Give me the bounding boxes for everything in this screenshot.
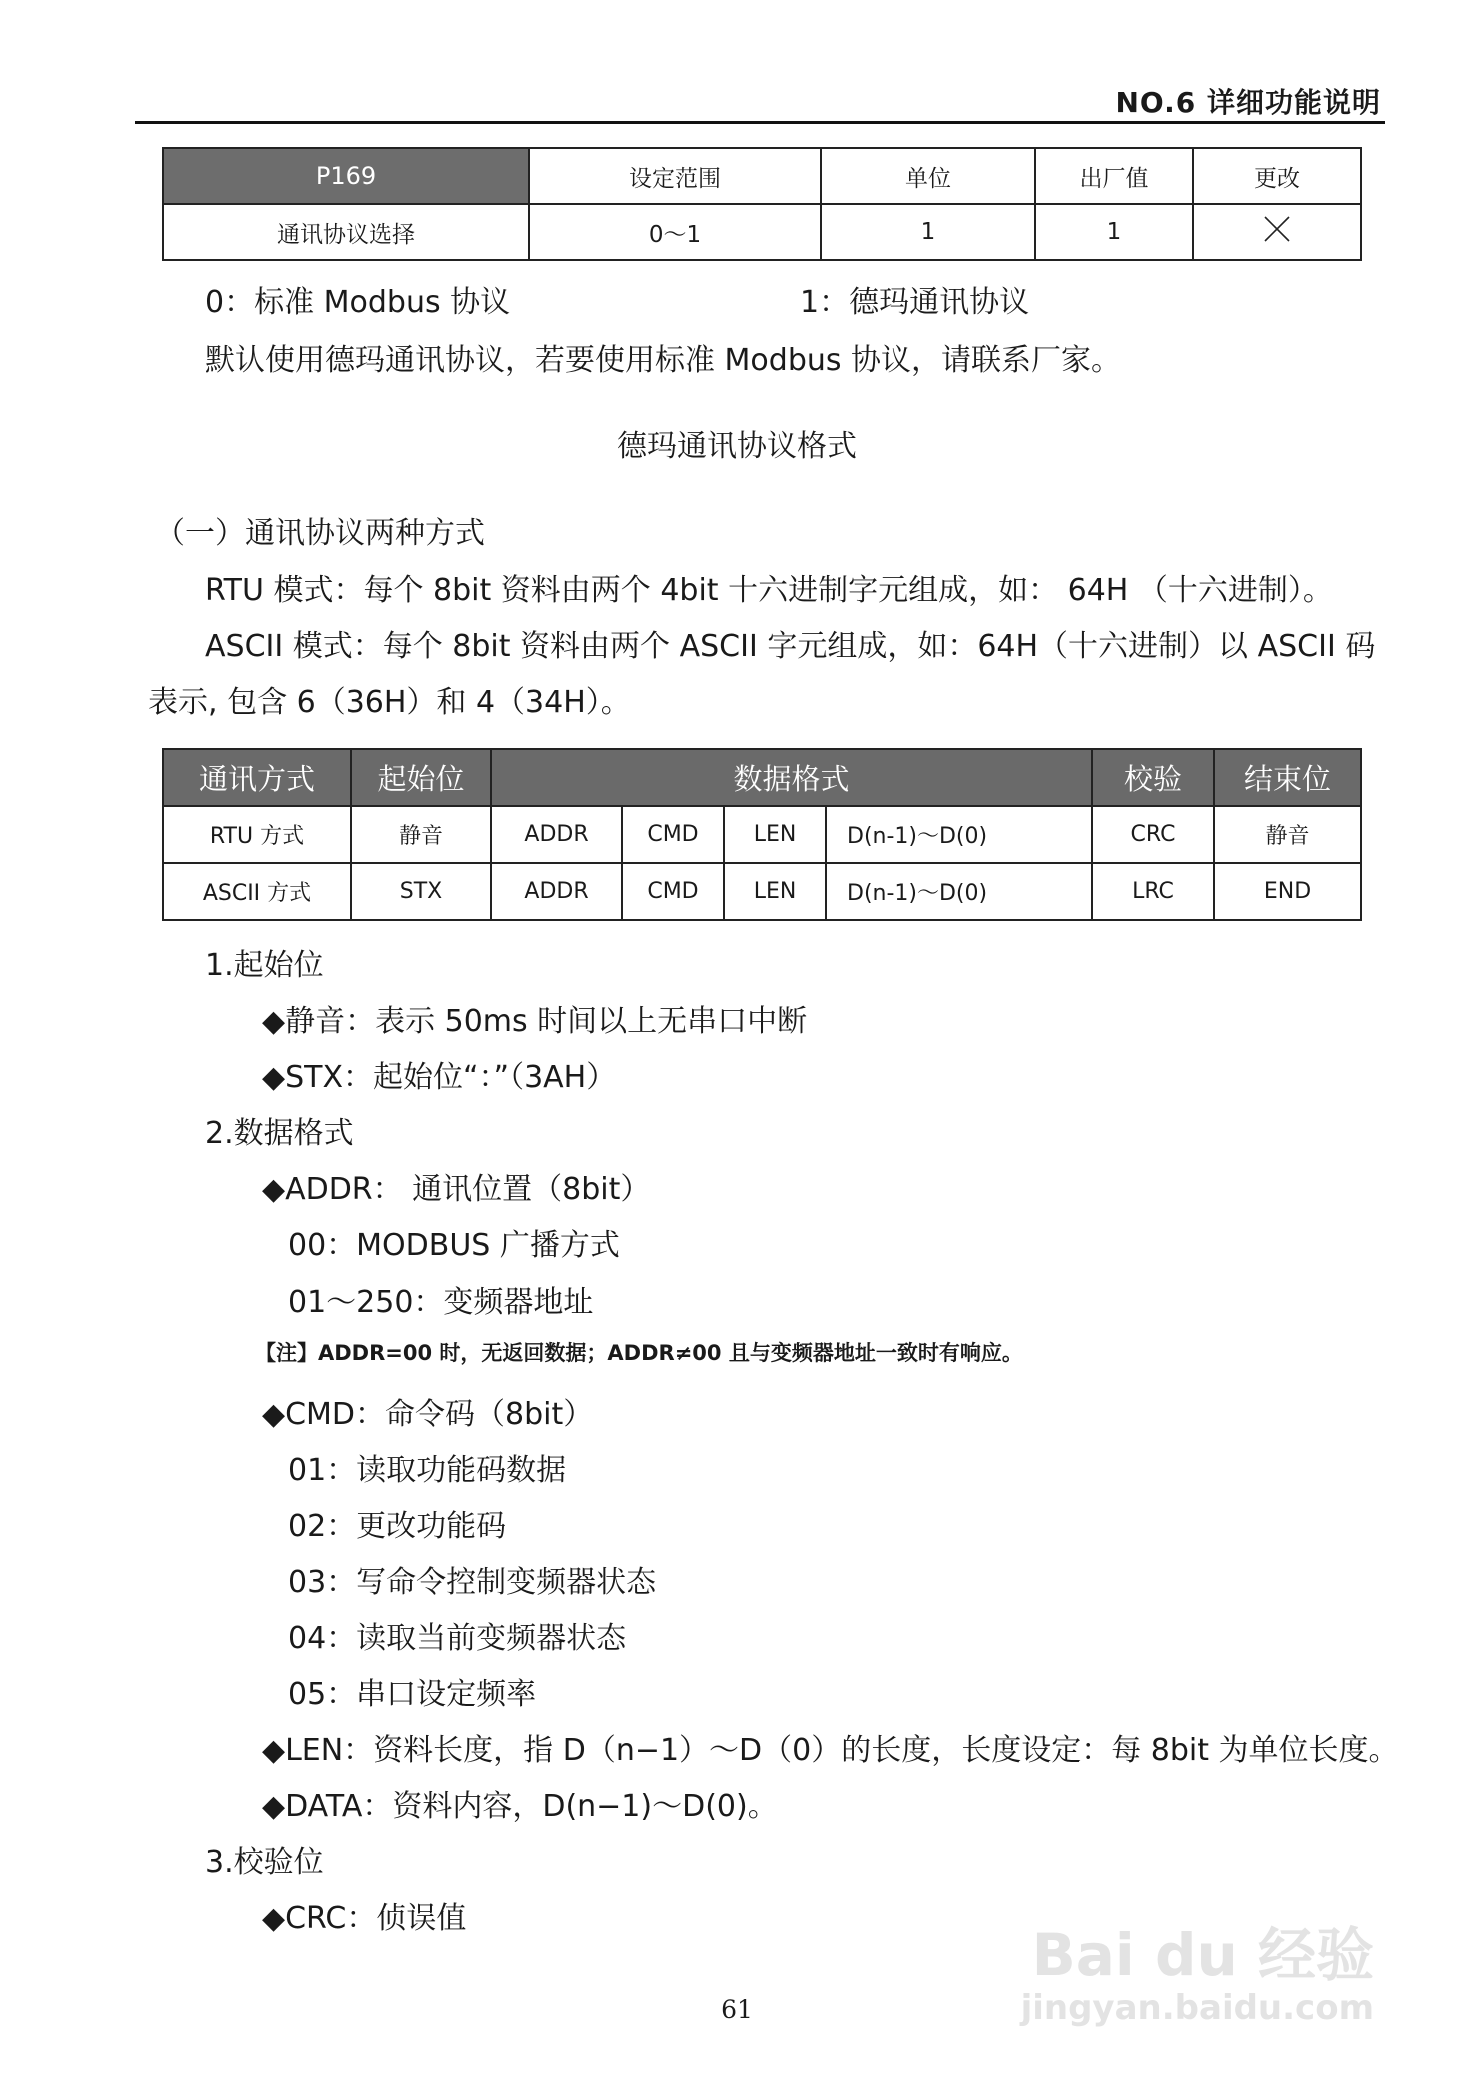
- data-format-heading: 2.数据格式: [205, 1116, 354, 1151]
- cmd-desc: ◆CMD：命令码（8bit）: [262, 1397, 594, 1432]
- option-standard-modbus: 0：标准 Modbus 协议: [205, 285, 511, 320]
- stx-desc: ◆STX：起始位“：”（3AH）: [262, 1060, 617, 1095]
- cell-addr: ADDR: [491, 863, 622, 920]
- default-note: 默认使用德玛通讯协议，若要使用标准 Modbus 协议，请联系厂家。: [205, 343, 1122, 378]
- silence-desc: ◆静音：表示 50ms 时间以上无串口中断: [262, 1004, 808, 1039]
- cell-len: LEN: [724, 863, 826, 920]
- option-dema-protocol: 1：德玛通讯协议: [800, 285, 1030, 320]
- rtu-mode-text: RTU 模式：每个 8bit 资料由两个 4bit 十六进制字元组成，如： 64H （十六进制）。: [205, 573, 1333, 608]
- header-rule: [135, 121, 1385, 124]
- cell-start: STX: [351, 863, 491, 920]
- param-name: 通讯协议选择: [163, 204, 529, 260]
- cell-addr: ADDR: [491, 806, 622, 863]
- frame-format-table: [162, 748, 1362, 921]
- header-range: 设定范围: [529, 148, 821, 204]
- header-modify: 更改: [1193, 148, 1361, 204]
- param-header-row: [163, 148, 1361, 204]
- cell-end: END: [1214, 863, 1361, 920]
- cross-icon: [1263, 215, 1291, 243]
- parameter-table: [162, 147, 1362, 261]
- cell-end: 静音: [1214, 806, 1361, 863]
- unit-value: 1: [821, 204, 1035, 260]
- cmd-01: 01：读取功能码数据: [288, 1453, 567, 1488]
- addr-desc: ◆ADDR： 通讯位置（8bit）: [262, 1172, 651, 1207]
- range-value: 0～1: [529, 204, 821, 260]
- cell-cmd: CMD: [622, 863, 724, 920]
- section-title: 德玛通讯协议格式: [617, 429, 857, 464]
- watermark-logo: Bai du 经验: [1031, 1921, 1374, 1989]
- param-code: P169: [163, 148, 529, 204]
- cell-data: D(n-1)～D(0): [826, 863, 1092, 920]
- data-desc: ◆DATA：资料内容，D(n−1)～D(0)。: [262, 1789, 778, 1824]
- cell-data: D(n-1)～D(0): [826, 806, 1092, 863]
- addr-note: 【注】ADDR=00 时，无返回数据；ADDR≠00 且与变频器地址一致时有响应。: [255, 1341, 1023, 1365]
- default-value: 1: [1035, 204, 1193, 260]
- page-number: 61: [721, 1995, 753, 2024]
- modify-value: [1193, 204, 1361, 260]
- chapter-header: NO.6 详细功能说明: [1115, 86, 1381, 119]
- cmd-02: 02：更改功能码: [288, 1509, 507, 1544]
- cell-len: LEN: [724, 806, 826, 863]
- format-header-row: [163, 749, 1361, 806]
- cell-mode: ASCII 方式: [163, 863, 351, 920]
- header-end-bit: 结束位: [1214, 749, 1361, 806]
- cell-check: CRC: [1092, 806, 1214, 863]
- len-desc: ◆LEN：资料长度，指 D（n−1）～D（0）的长度，长度设定：每 8bit 为单位长度。: [262, 1733, 1399, 1768]
- cell-start: 静音: [351, 806, 491, 863]
- header-default: 出厂值: [1035, 148, 1193, 204]
- watermark-url: jingyan.baidu.com: [1020, 1988, 1374, 2028]
- cell-mode: RTU 方式: [163, 806, 351, 863]
- table-row: [163, 863, 1361, 920]
- addr-range: 01～250：变频器地址: [288, 1285, 594, 1320]
- cell-check: LRC: [1092, 863, 1214, 920]
- cmd-05: 05：串口设定频率: [288, 1677, 537, 1712]
- modes-heading: （一）通讯协议两种方式: [155, 516, 485, 551]
- header-unit: 单位: [821, 148, 1035, 204]
- start-bit-heading: 1.起始位: [205, 948, 324, 983]
- cell-cmd: CMD: [622, 806, 724, 863]
- cmd-03: 03：写命令控制变频器状态: [288, 1565, 657, 1600]
- check-bit-heading: 3.校验位: [205, 1845, 324, 1880]
- header-start-bit: 起始位: [351, 749, 491, 806]
- cmd-04: 04：读取当前变频器状态: [288, 1621, 627, 1656]
- crc-desc: ◆CRC：侦误值: [262, 1901, 467, 1936]
- ascii-mode-text: ASCII 模式：每个 8bit 资料由两个 ASCII 字元组成，如：64H（十六进制）以 ASCII 码: [205, 629, 1376, 664]
- header-check: 校验: [1092, 749, 1214, 806]
- header-data-format: 数据格式: [491, 749, 1092, 806]
- param-value-row: [163, 204, 1361, 260]
- ascii-mode-text-cont: 表示, 包含 6（36H）和 4（34H）。: [148, 685, 631, 720]
- header-comm-mode: 通讯方式: [163, 749, 351, 806]
- addr-broadcast: 00：MODBUS 广播方式: [288, 1228, 620, 1263]
- table-row: [163, 806, 1361, 863]
